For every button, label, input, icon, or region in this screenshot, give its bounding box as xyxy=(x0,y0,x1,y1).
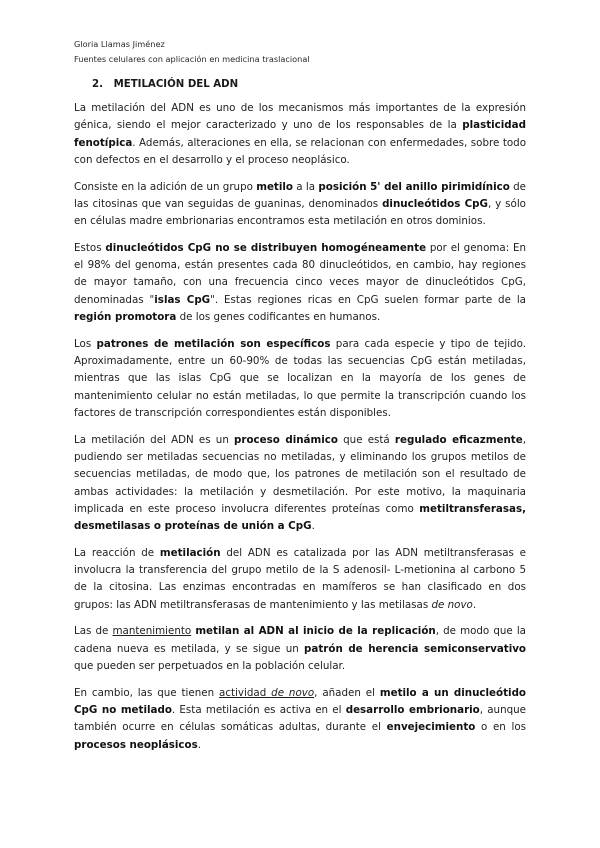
text-run: . Esta metilación es activa en el xyxy=(171,703,346,716)
text-run: . xyxy=(311,520,315,533)
bold-text: posición 5' del anillo pirimidínico xyxy=(318,180,510,193)
bold-text: metilan al ADN al inicio de la replicación xyxy=(195,625,436,638)
text-run: de los genes codificantes en humanos. xyxy=(176,311,381,324)
paragraph xyxy=(74,179,526,231)
text-run: La metilación del ADN es un xyxy=(74,433,235,446)
text-run: . Además, alteraciones en ella, se relacionan con enfermedades, sobre todo con defectos en el desarrollo y el proceso neoplásico. xyxy=(74,136,526,166)
bold-text: región promotora xyxy=(74,311,177,324)
bold-text: dinucleótidos CpG xyxy=(382,197,488,210)
paragraph xyxy=(74,336,526,422)
italic-text: de novo xyxy=(431,598,473,611)
bold-text: metilo xyxy=(256,180,293,193)
text-run: por el genoma: En el 98% del genoma, están presentes cada 80 dinucleótidos, en cambio, hay regiones de mayor tamaño, con una frecuencia cinco veces mayor de dinucleótidos CpG, denominadas " xyxy=(74,241,526,306)
paragraph xyxy=(74,240,526,326)
section-title: METILACIÓN DEL ADN xyxy=(113,79,239,90)
text-run: . xyxy=(472,598,477,611)
text-run: La reacción de xyxy=(74,546,160,559)
underlined-text: de novo xyxy=(271,686,315,699)
bold-text: desarrollo embrionario xyxy=(345,703,480,716)
document-body xyxy=(74,100,526,763)
section-heading xyxy=(92,79,238,90)
text-run: de las citosinas que van seguidas de guaninas, denominados xyxy=(74,180,526,210)
text-run: , y sólo en células madre embrionarias encontramos esta metilación en otros dominios. xyxy=(74,197,526,228)
text-run: En cambio, las que tienen xyxy=(74,686,220,699)
paragraph xyxy=(74,545,526,614)
text-run: que está xyxy=(337,433,395,446)
underlined-text: actividad xyxy=(219,686,272,699)
bold-text: plasticidad fenotípica xyxy=(74,119,526,149)
bold-text: patrón de herencia semiconservativo xyxy=(304,642,527,655)
text-run: o en los xyxy=(475,721,527,734)
text-run: Consiste en la adición de un grupo xyxy=(74,180,257,193)
text-run: , añaden el xyxy=(314,686,380,699)
text-run: del ADN es catalizada por las ADN metiltransferasas e involucra la transferencia del grupo metilo de la S adenosil- L-metionina al carbono 5 de la citosina. Las enzimas encontradas en mamíferos se han clasificado en dos grupos: las ADN metiltransferasas de mantenimiento y las metilasas xyxy=(74,546,527,611)
bold-text: metiltransferasas, desmetilasas o proteínas de unión a CpG xyxy=(74,502,526,533)
text-run: Las de xyxy=(74,625,113,638)
paragraph xyxy=(74,685,526,754)
underlined-text: mantenimiento xyxy=(112,625,192,638)
text-run: que pueden ser perpetuados en la población celular. xyxy=(74,659,346,672)
paragraph xyxy=(74,432,526,536)
page-header xyxy=(74,37,310,67)
paragraph xyxy=(74,623,526,675)
paragraph xyxy=(74,100,526,169)
header-author: Gloria Llamas Jiménez xyxy=(74,39,165,49)
text-run: ". Estas regiones ricas en CpG suelen formar parte de la xyxy=(210,293,526,306)
bold-text: proceso dinámico xyxy=(234,433,338,446)
bold-text: procesos neoplásicos xyxy=(74,738,198,751)
text-run: , pudiendo ser metiladas secuencias no metiladas, y eliminando los grupos metilos de secuencias metiladas, de modo que, los patrones de metilación son el resultado de ambas actividades: la metilación y desmetilación. Por este motivo, la maquinaria implicada en este proceso involucra diferentes proteínas como xyxy=(74,433,526,515)
section-number: 2. xyxy=(92,79,103,90)
bold-text: metilación xyxy=(159,546,221,559)
text-run: a la xyxy=(293,180,319,193)
bold-text: islas CpG xyxy=(154,293,211,306)
bold-text: regulado eficazmente xyxy=(394,433,523,446)
bold-text: patrones de metilación son específicos xyxy=(96,337,331,350)
bold-text: metilo a un dinucleótido CpG no metilado xyxy=(74,686,527,716)
bold-text: envejecimiento xyxy=(386,721,476,734)
header-subject: Fuentes celulares con aplicación en medicina traslacional xyxy=(74,54,310,64)
text-run: Estos xyxy=(74,241,106,254)
text-run: Los xyxy=(74,337,97,350)
bold-text: dinucleótidos CpG no se distribuyen homogéneamente xyxy=(105,241,427,254)
text-run: para cada especie y tipo de tejido. Aproximadamente, entre un 60-90% de todas las secuencias CpG están metiladas, mientras que las islas CpG que se localizan en la mayoría de los genes de mantenimiento celular no están metiladas, lo que permite la transcripción cuando los factores de transcripción correspondientes están disponibles. xyxy=(74,337,526,419)
text-run: La metilación del ADN es uno de los mecanismos más importantes de la expresión génica, siendo el mejor caracterizado y uno de los responsables de la xyxy=(74,102,526,132)
text-run: , aunque también ocurre en células somáticas adultas, durante el xyxy=(74,703,526,734)
text-run: , de modo que la cadena nueva es metilada, y se sigue un xyxy=(74,625,526,655)
text-run: . xyxy=(197,738,202,751)
